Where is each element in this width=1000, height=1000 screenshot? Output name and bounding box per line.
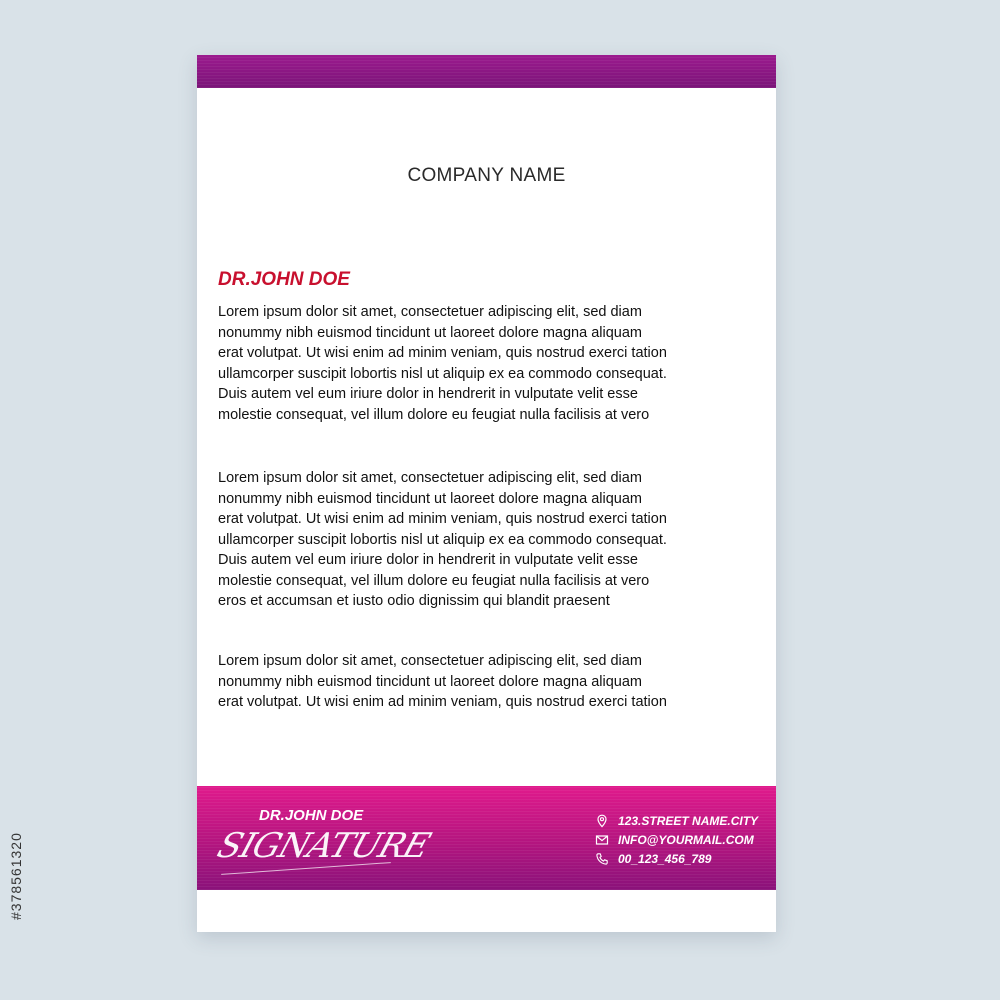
body-paragraph-3 — [218, 651, 758, 713]
contact-phone-text: 00_123_456_789 — [618, 852, 712, 866]
paragraph-line: erat volutpat. Ut wisi enim ad minim veniam, quis nostrud exerci tation — [218, 694, 667, 710]
paragraph-line: Lorem ipsum dolor sit amet, consectetuer adipiscing elit, sed diam — [218, 304, 642, 320]
body-paragraph-2 — [218, 468, 758, 612]
contact-email-text: INFO@YOURMAIL.COM — [618, 833, 754, 847]
paragraph-line: Lorem ipsum dolor sit amet, consectetuer adipiscing elit, sed diam — [218, 653, 642, 669]
paragraph-line: Lorem ipsum dolor sit amet, consectetuer adipiscing elit, sed diam — [218, 470, 642, 486]
stock-image-id-text: #378561320 — [8, 832, 24, 920]
body-paragraph-1 — [218, 302, 758, 425]
paragraph-line: nonummy nibh euismod tincidunt ut laoreet dolore magna aliquam — [218, 324, 642, 341]
paragraph-line: ullamcorper suscipit lobortis nisl ut aliquip ex ea commodo consequat. — [218, 365, 667, 382]
paragraph-line: erat volutpat. Ut wisi enim ad minim veniam, quis nostrud exerci tation — [218, 511, 667, 527]
company-name: COMPANY NAME — [407, 165, 566, 186]
contact-phone — [595, 850, 758, 868]
sender-name: DR.JOHN DOE — [218, 269, 350, 290]
signature: SIGNATURE — [212, 826, 435, 866]
paragraph-line: ullamcorper suscipit lobortis nisl ut aliquip ex ea commodo consequat. — [218, 531, 667, 548]
phone-icon — [595, 852, 609, 866]
footer-color-bar — [197, 786, 776, 890]
footer-sender-name: DR.JOHN DOE — [259, 807, 364, 824]
paragraph-line: Duis autem vel eum iriure dolor in hendrerit in vulputate velit esse — [218, 552, 638, 568]
paragraph-line: nonummy nibh euismod tincidunt ut laoreet dolore magna aliquam — [218, 673, 642, 690]
contact-block — [595, 812, 758, 869]
paragraph-line: eros et accumsan et iusto odio dignissim qui blandit praesent — [218, 593, 610, 609]
paragraph-line: nonummy nibh euismod tincidunt ut laoreet dolore magna aliquam — [218, 490, 642, 507]
location-pin-icon — [595, 814, 609, 828]
contact-email — [595, 831, 758, 849]
header-color-bar — [197, 55, 776, 88]
paragraph-line: molestie consequat, vel illum dolore eu feugiat nulla facilisis at vero — [218, 406, 650, 423]
contact-address — [595, 812, 758, 830]
contact-address-text: 123.STREET NAME.CITY — [618, 814, 759, 828]
paragraph-line: erat volutpat. Ut wisi enim ad minim veniam, quis nostrud exerci tation — [218, 345, 667, 361]
letterhead-page — [197, 55, 776, 932]
paragraph-line: Duis autem vel eum iriure dolor in hendrerit in vulputate velit esse — [218, 386, 638, 402]
envelope-icon — [595, 833, 609, 847]
paragraph-line: molestie consequat, vel illum dolore eu feugiat nulla facilisis at vero — [218, 572, 650, 589]
stock-image-id — [4, 760, 28, 920]
